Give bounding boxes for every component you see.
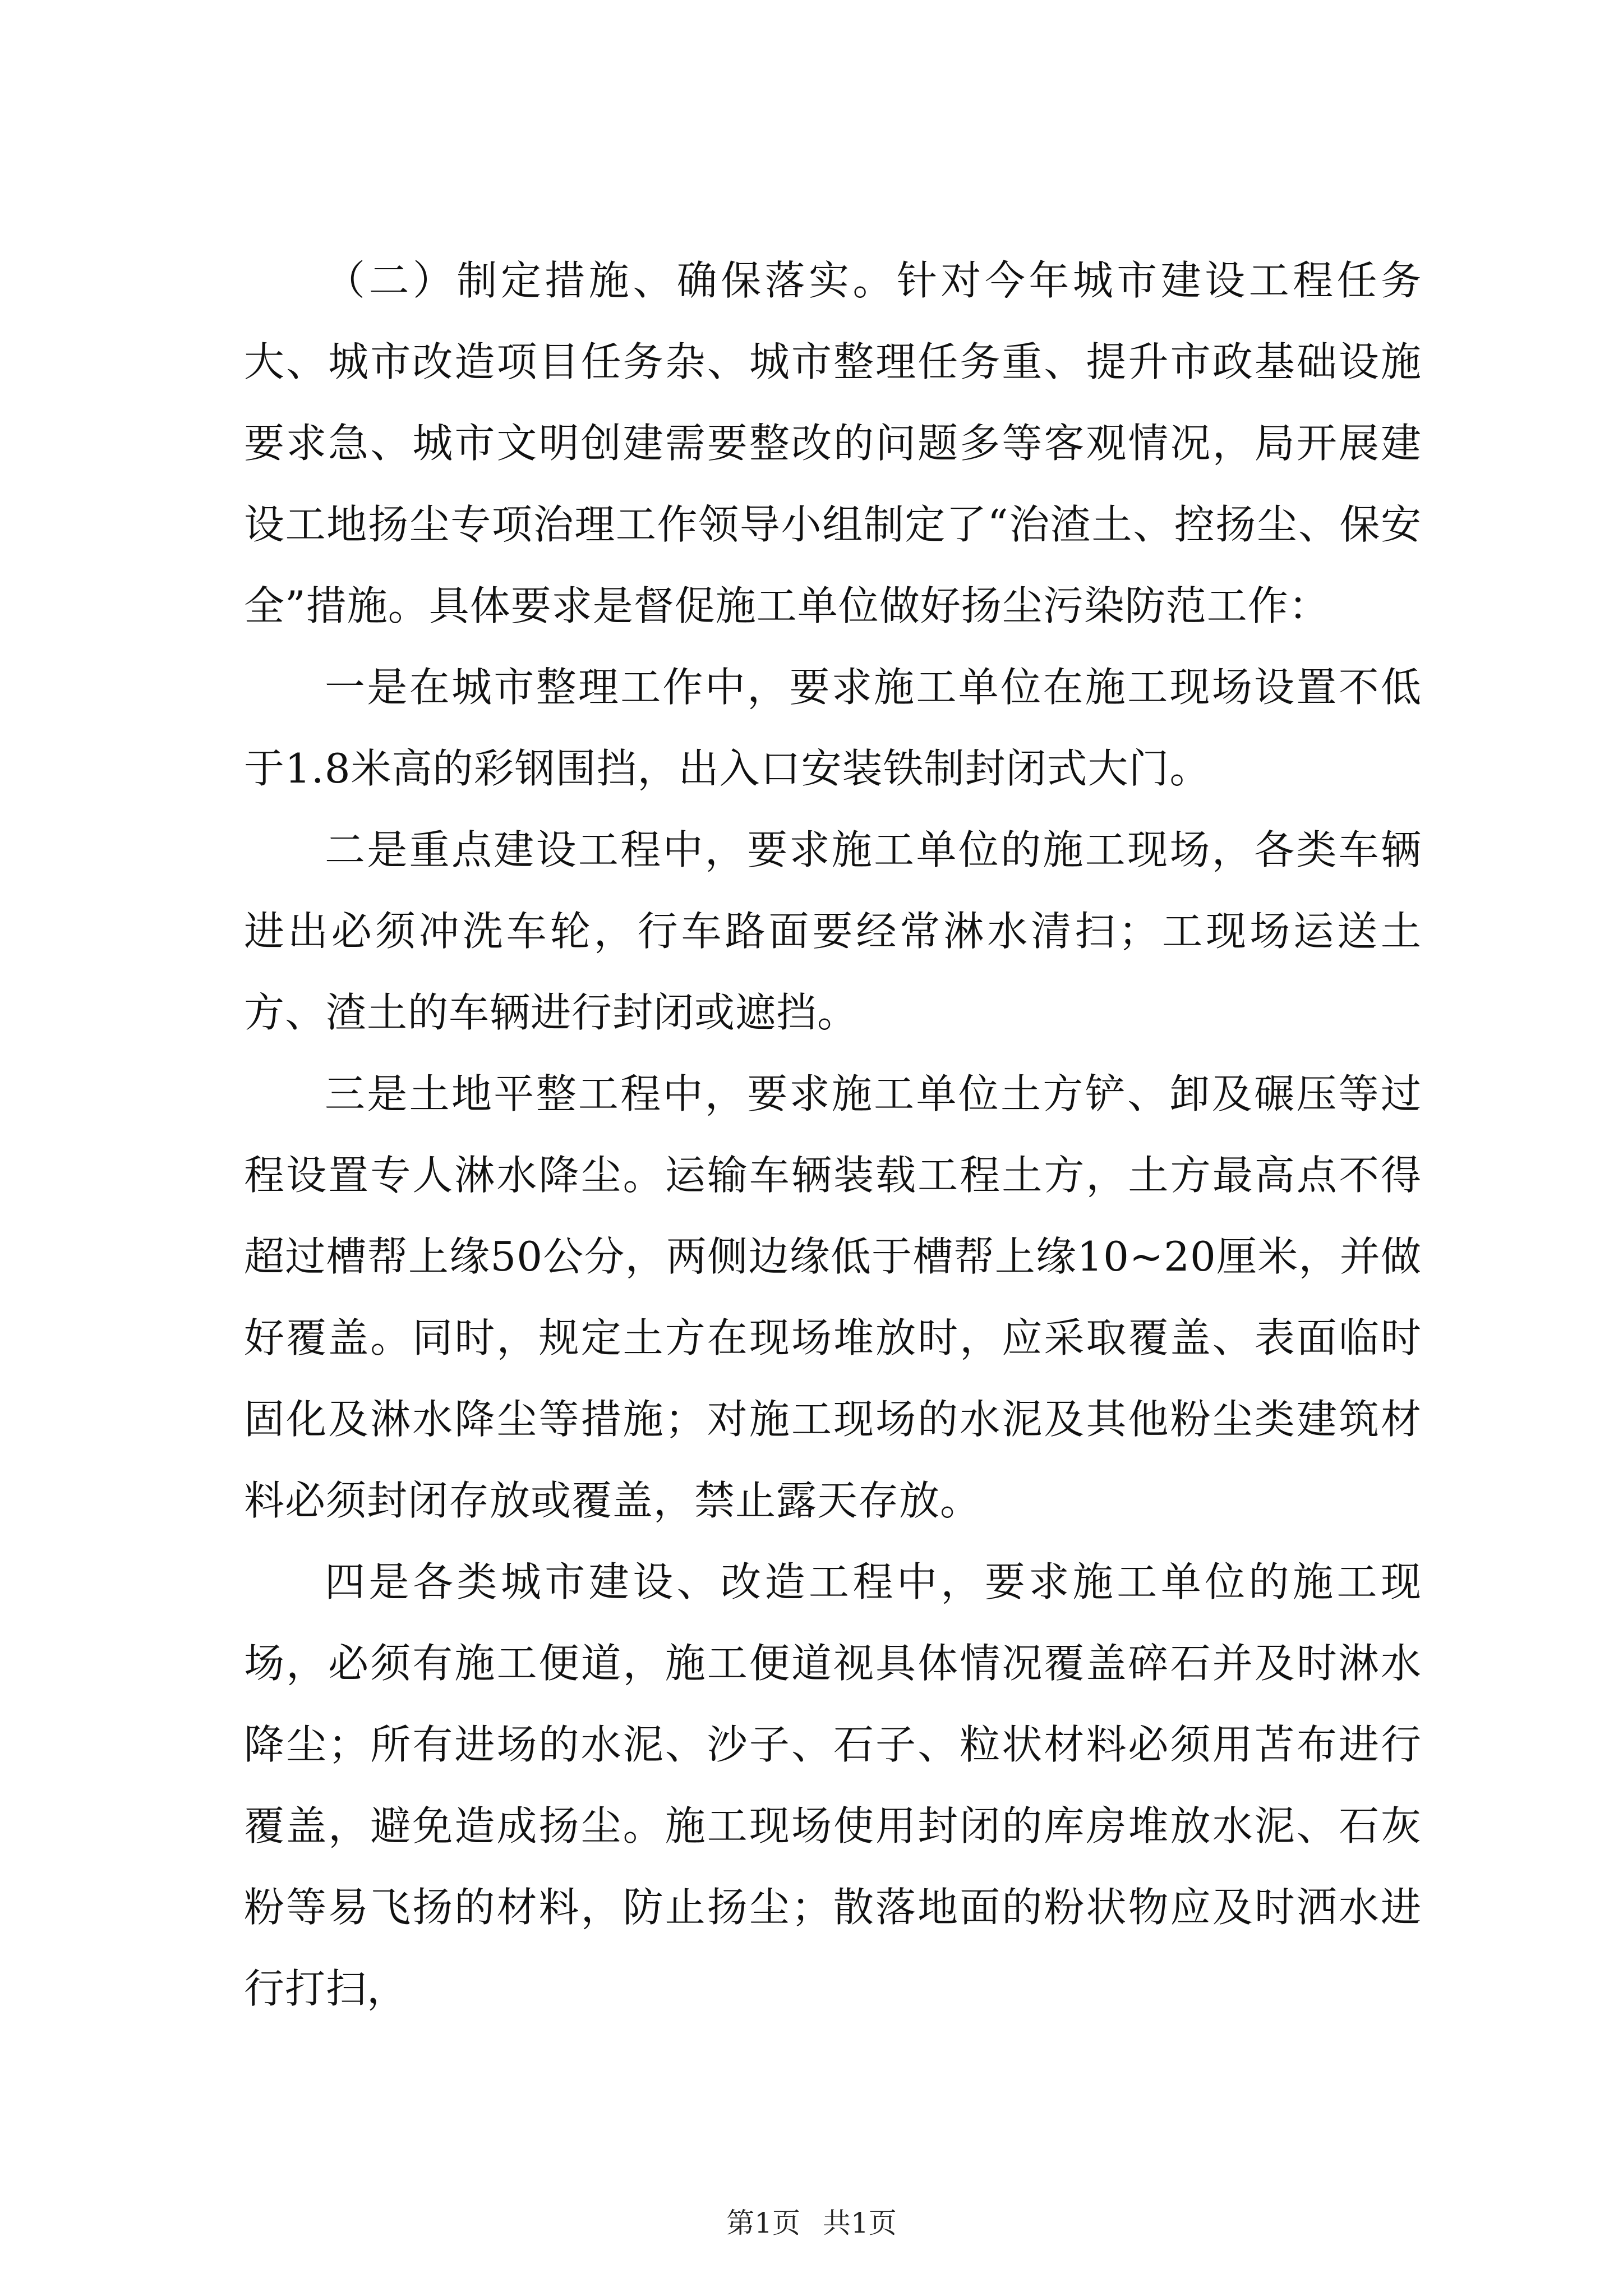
paragraph-point-two: 二是重点建设工程中，要求施工单位的施工现场，各类车辆进出必须冲洗车轮，行车路面要经常淋水清扫；工现场运送土方、渣土的车辆进行封闭或遮挡。 bbox=[244, 826, 1422, 1036]
paragraph-point-one: 一是在城市整理工作中，要求施工单位在施工现场设置不低于1.8米高的彩钢围挡，出入口安装铁制封闭式大门。 bbox=[244, 664, 1422, 792]
page-total: 共1页 bbox=[822, 2207, 897, 2239]
paragraph-point-four: 四是各类城市建设、改造工程中，要求施工单位的施工现场，必须有施工便道，施工便道视具体情况覆盖碎石并及时淋水降尘；所有进场的水泥、沙子、石子、粒状材料必须用苫布进行覆盖，避免造成扬尘。施工现场使用封闭的库房堆放水泥、石灰粉等易飞扬的材料，防止扬尘；散落地面的粉状物应及时洒水进行打扫， bbox=[244, 1558, 1422, 2012]
page-footer bbox=[0, 2203, 1623, 2243]
paragraph-measures: （二）制定措施、确保落实。针对今年城市建设工程任务大、城市改造项目任务杂、城市整理任务重、提升市政基础设施要求急、城市文明创建需要整改的问题多等客观情况，局开展建设工地扬尘专项治理工作领导小组制定了“治渣土、控扬尘、保安全”措施。具体要求是督促施工单位做好扬尘污染防范工作： bbox=[244, 257, 1422, 629]
page-number: 第1页 bbox=[726, 2207, 801, 2239]
document-body bbox=[244, 240, 1422, 2030]
paragraph-point-three: 三是土地平整工程中，要求施工单位土方铲、卸及碾压等过程设置专人淋水降尘。运输车辆装载工程土方，土方最高点不得超过槽帮上缘50公分，两侧边缘低于槽帮上缘10~20厘米，并做好覆盖。同时，规定土方在现场堆放时，应采取覆盖、表面临时固化及淋水降尘等措施；对施工现场的水泥及其他粉尘类建筑材料必须封闭存放或覆盖，禁止露天存放。 bbox=[244, 1070, 1422, 1524]
